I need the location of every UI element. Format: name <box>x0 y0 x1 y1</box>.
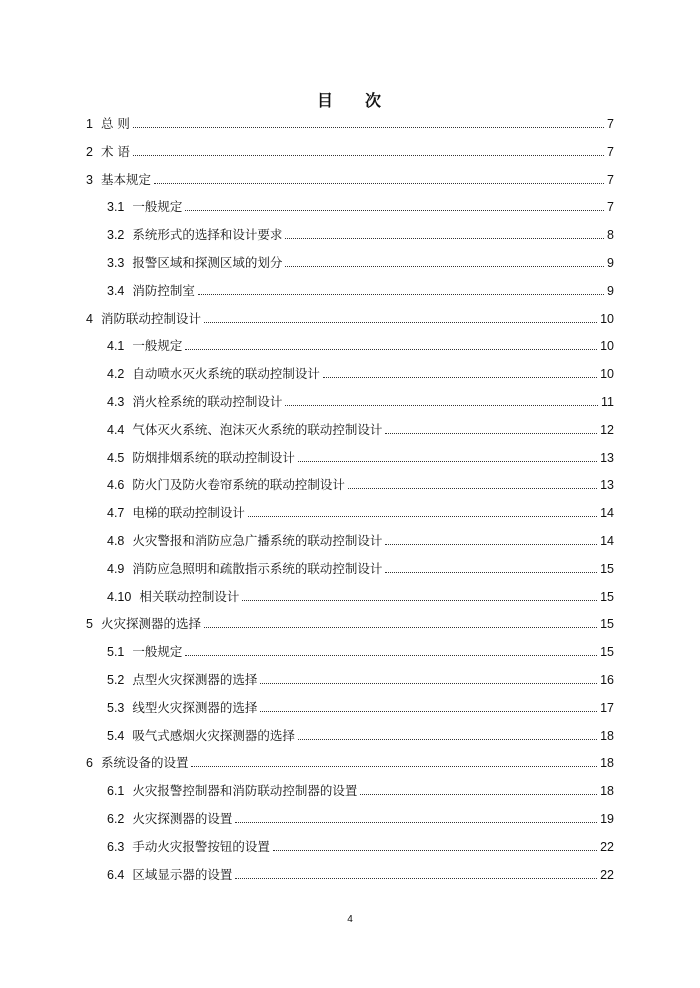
toc-entry-title: 火灾报警控制器和消防联动控制器的设置 <box>132 783 358 799</box>
toc-dot-leader <box>385 544 597 545</box>
toc-entry-number: 6.2 <box>107 812 125 826</box>
toc-entry[interactable] <box>107 195 614 215</box>
toc-entry-page: 13 <box>600 478 614 493</box>
toc-entry-page: 16 <box>600 673 614 687</box>
toc-entry-title: 线型火灾探测器的选择 <box>132 699 258 715</box>
toc-entry-title: 报警区域和探测区域的划分 <box>132 255 283 270</box>
toc-entry-number: 3.1 <box>107 200 125 215</box>
toc-entry-page: 15 <box>600 645 614 660</box>
toc-entry-title: 火灾探测器的选择 <box>100 616 201 632</box>
toc-dot-leader <box>385 572 597 573</box>
toc-entry-number: 5.3 <box>107 700 125 715</box>
toc-entry-title: 防火门及防火卷帘系统的联动控制设计 <box>132 477 345 493</box>
toc-entry-title: 区域显示器的设置 <box>132 866 233 882</box>
toc-entry-title: 气体灭火系统、泡沫灭火系统的联动控制设计 <box>132 421 383 437</box>
toc-entry-number: 4.1 <box>107 339 125 354</box>
toc-dot-leader <box>260 711 597 712</box>
toc-entry[interactable] <box>107 585 614 605</box>
toc-dot-leader <box>154 183 604 184</box>
toc-entry-title: 一般规定 <box>132 199 183 215</box>
toc-dot-leader <box>204 627 597 628</box>
toc-entry-page: 7 <box>607 172 614 187</box>
toc-entry[interactable] <box>107 696 614 716</box>
toc-entry[interactable] <box>107 279 614 299</box>
toc-entry-page: 9 <box>607 283 614 298</box>
toc-entry[interactable] <box>107 362 614 382</box>
toc-entry[interactable] <box>86 612 614 632</box>
toc-entry[interactable] <box>86 307 614 327</box>
toc-entry-title: 火灾警报和消防应急广播系统的联动控制设计 <box>132 533 383 548</box>
toc-entry-number: 4.10 <box>107 589 132 604</box>
toc-dot-leader <box>185 655 597 656</box>
toc-dot-leader <box>285 266 604 267</box>
toc-entry-page: 14 <box>600 506 614 521</box>
toc-entry-number: 6.1 <box>107 784 125 799</box>
toc-entry[interactable] <box>107 640 614 660</box>
toc-entry[interactable] <box>107 557 614 577</box>
toc-dot-leader <box>185 210 604 211</box>
toc-entry-page: 7 <box>607 144 614 159</box>
toc-entry-title: 消火栓系统的联动控制设计 <box>132 394 283 409</box>
toc-dot-leader <box>348 488 597 489</box>
toc-entry[interactable] <box>107 835 614 855</box>
toc-entry-number: 6.4 <box>107 867 125 882</box>
toc-entry[interactable] <box>107 501 614 521</box>
toc-dot-leader <box>285 405 598 406</box>
toc-entry-page: 13 <box>600 450 614 465</box>
toc-dot-leader <box>235 878 597 879</box>
toc-entry-number: 2 <box>86 144 93 159</box>
toc-entry-number: 4.4 <box>107 422 125 437</box>
toc-entry-page: 10 <box>600 367 614 382</box>
toc-entry-page: 18 <box>600 756 614 771</box>
toc-entry-title: 消防联动控制设计 <box>100 310 201 326</box>
toc-entry-page: 9 <box>607 256 614 270</box>
toc-entry-title: 基本规定 <box>100 171 151 187</box>
toc-entry-title: 自动喷水灭火系统的联动控制设计 <box>132 366 320 382</box>
toc-entry[interactable] <box>107 390 614 410</box>
toc-entry-page: 22 <box>600 839 614 854</box>
toc-entry-title: 系统设备的设置 <box>100 755 189 771</box>
toc-entry-number: 4.3 <box>107 395 125 409</box>
toc-entry-page: 8 <box>607 228 614 243</box>
toc-entry-title: 消防应急照明和疏散指示系统的联动控制设计 <box>132 560 383 576</box>
toc-entry-page: 15 <box>600 589 614 604</box>
toc-entry[interactable] <box>86 751 614 771</box>
toc-entry-number: 4.6 <box>107 478 125 493</box>
toc-entry-number: 1 <box>86 117 93 131</box>
toc-dot-leader <box>360 794 597 795</box>
toc-entry[interactable] <box>107 473 614 493</box>
toc-entry-number: 5.4 <box>107 728 125 743</box>
toc-dot-leader <box>385 433 597 434</box>
toc-dot-leader <box>248 516 597 517</box>
toc-entry-page: 18 <box>600 784 614 799</box>
toc-entry-page: 10 <box>600 311 614 326</box>
toc-entry-page: 7 <box>607 200 614 215</box>
toc-entry[interactable] <box>86 140 614 160</box>
toc-entry-title: 一般规定 <box>132 644 183 660</box>
toc-dot-leader <box>242 600 597 601</box>
toc-dot-leader <box>235 822 597 823</box>
toc-entry-number: 4.7 <box>107 506 125 521</box>
title-part-2: 次 <box>365 91 384 110</box>
toc-entry-title: 相关联动控制设计 <box>139 588 240 604</box>
toc-dot-leader <box>273 850 597 851</box>
toc-entry-title: 手动火灾报警按钮的设置 <box>132 838 270 854</box>
toc-dot-leader <box>285 238 604 239</box>
toc-dot-leader <box>185 349 597 350</box>
toc-entry-number: 3.2 <box>107 228 125 243</box>
title-part-1: 目 <box>316 91 335 110</box>
toc-entry[interactable] <box>86 112 614 132</box>
toc-entry-number: 4.8 <box>107 534 125 548</box>
toc-entry-title: 防烟排烟系统的联动控制设计 <box>132 449 295 465</box>
toc-entry-page: 15 <box>600 617 614 632</box>
toc-entry[interactable] <box>107 223 614 243</box>
toc-entry-number: 4.9 <box>107 561 125 576</box>
toc-dot-leader <box>298 461 597 462</box>
toc-entry[interactable] <box>107 863 614 883</box>
toc-entry-number: 5.1 <box>107 645 125 660</box>
toc-entry[interactable] <box>107 668 614 688</box>
toc-dot-leader <box>133 127 604 128</box>
page-title <box>0 88 700 111</box>
toc-entry-number: 4.2 <box>107 367 125 382</box>
toc-entry[interactable] <box>107 724 614 744</box>
toc-entry-title: 火灾探测器的设置 <box>132 811 233 826</box>
toc-dot-leader <box>133 155 604 156</box>
toc-entry-page: 15 <box>600 561 614 576</box>
toc-entry-title: 吸气式感烟火灾探测器的选择 <box>132 727 295 743</box>
toc-dot-leader <box>298 739 597 740</box>
toc-entry-number: 6.3 <box>107 839 125 854</box>
toc-entry-page: 11 <box>601 395 614 409</box>
toc-entry-title: 电梯的联动控制设计 <box>132 505 245 521</box>
toc-entry[interactable] <box>107 334 614 354</box>
toc-entry-page: 10 <box>600 339 614 354</box>
toc-entry-title: 一般规定 <box>132 338 183 354</box>
toc-entry[interactable] <box>107 807 614 827</box>
toc-entry-page: 18 <box>600 728 614 743</box>
toc-entry-number: 4.5 <box>107 450 125 465</box>
toc-entry[interactable] <box>107 251 614 271</box>
toc-dot-leader <box>260 683 597 684</box>
page-number: 4 <box>347 914 353 925</box>
toc-dot-leader <box>204 322 597 323</box>
toc-entry-number: 3.3 <box>107 256 125 270</box>
toc-entry-page: 22 <box>600 867 614 882</box>
toc-entry-page: 19 <box>600 812 614 826</box>
toc-entry-title: 系统形式的选择和设计要求 <box>132 227 283 243</box>
toc-entry[interactable] <box>86 168 614 188</box>
toc-dot-leader <box>191 766 597 767</box>
toc-entry-page: 7 <box>607 117 614 131</box>
toc-entry-title: 总 则 <box>100 116 130 131</box>
toc-entry[interactable] <box>107 779 614 799</box>
toc-entry-number: 6 <box>86 756 93 771</box>
toc-entry-title: 术 语 <box>100 143 130 159</box>
toc-entry-page: 12 <box>600 422 614 437</box>
toc-entry-title: 点型火灾探测器的选择 <box>132 672 258 687</box>
toc-entry-number: 3 <box>86 172 93 187</box>
toc-entry-number: 4 <box>86 311 93 326</box>
toc-entry-number: 5 <box>86 617 93 632</box>
toc-entry-page: 14 <box>600 534 614 548</box>
toc-entry[interactable] <box>107 446 614 466</box>
toc-entry-title: 消防控制室 <box>132 282 195 298</box>
toc-entry-number: 5.2 <box>107 673 125 687</box>
toc-dot-leader <box>198 294 604 295</box>
toc-entry[interactable] <box>107 529 614 549</box>
toc-dot-leader <box>323 377 597 378</box>
toc-entry[interactable] <box>107 418 614 438</box>
toc-entry-page: 17 <box>600 700 614 715</box>
toc-entry-number: 3.4 <box>107 283 125 298</box>
